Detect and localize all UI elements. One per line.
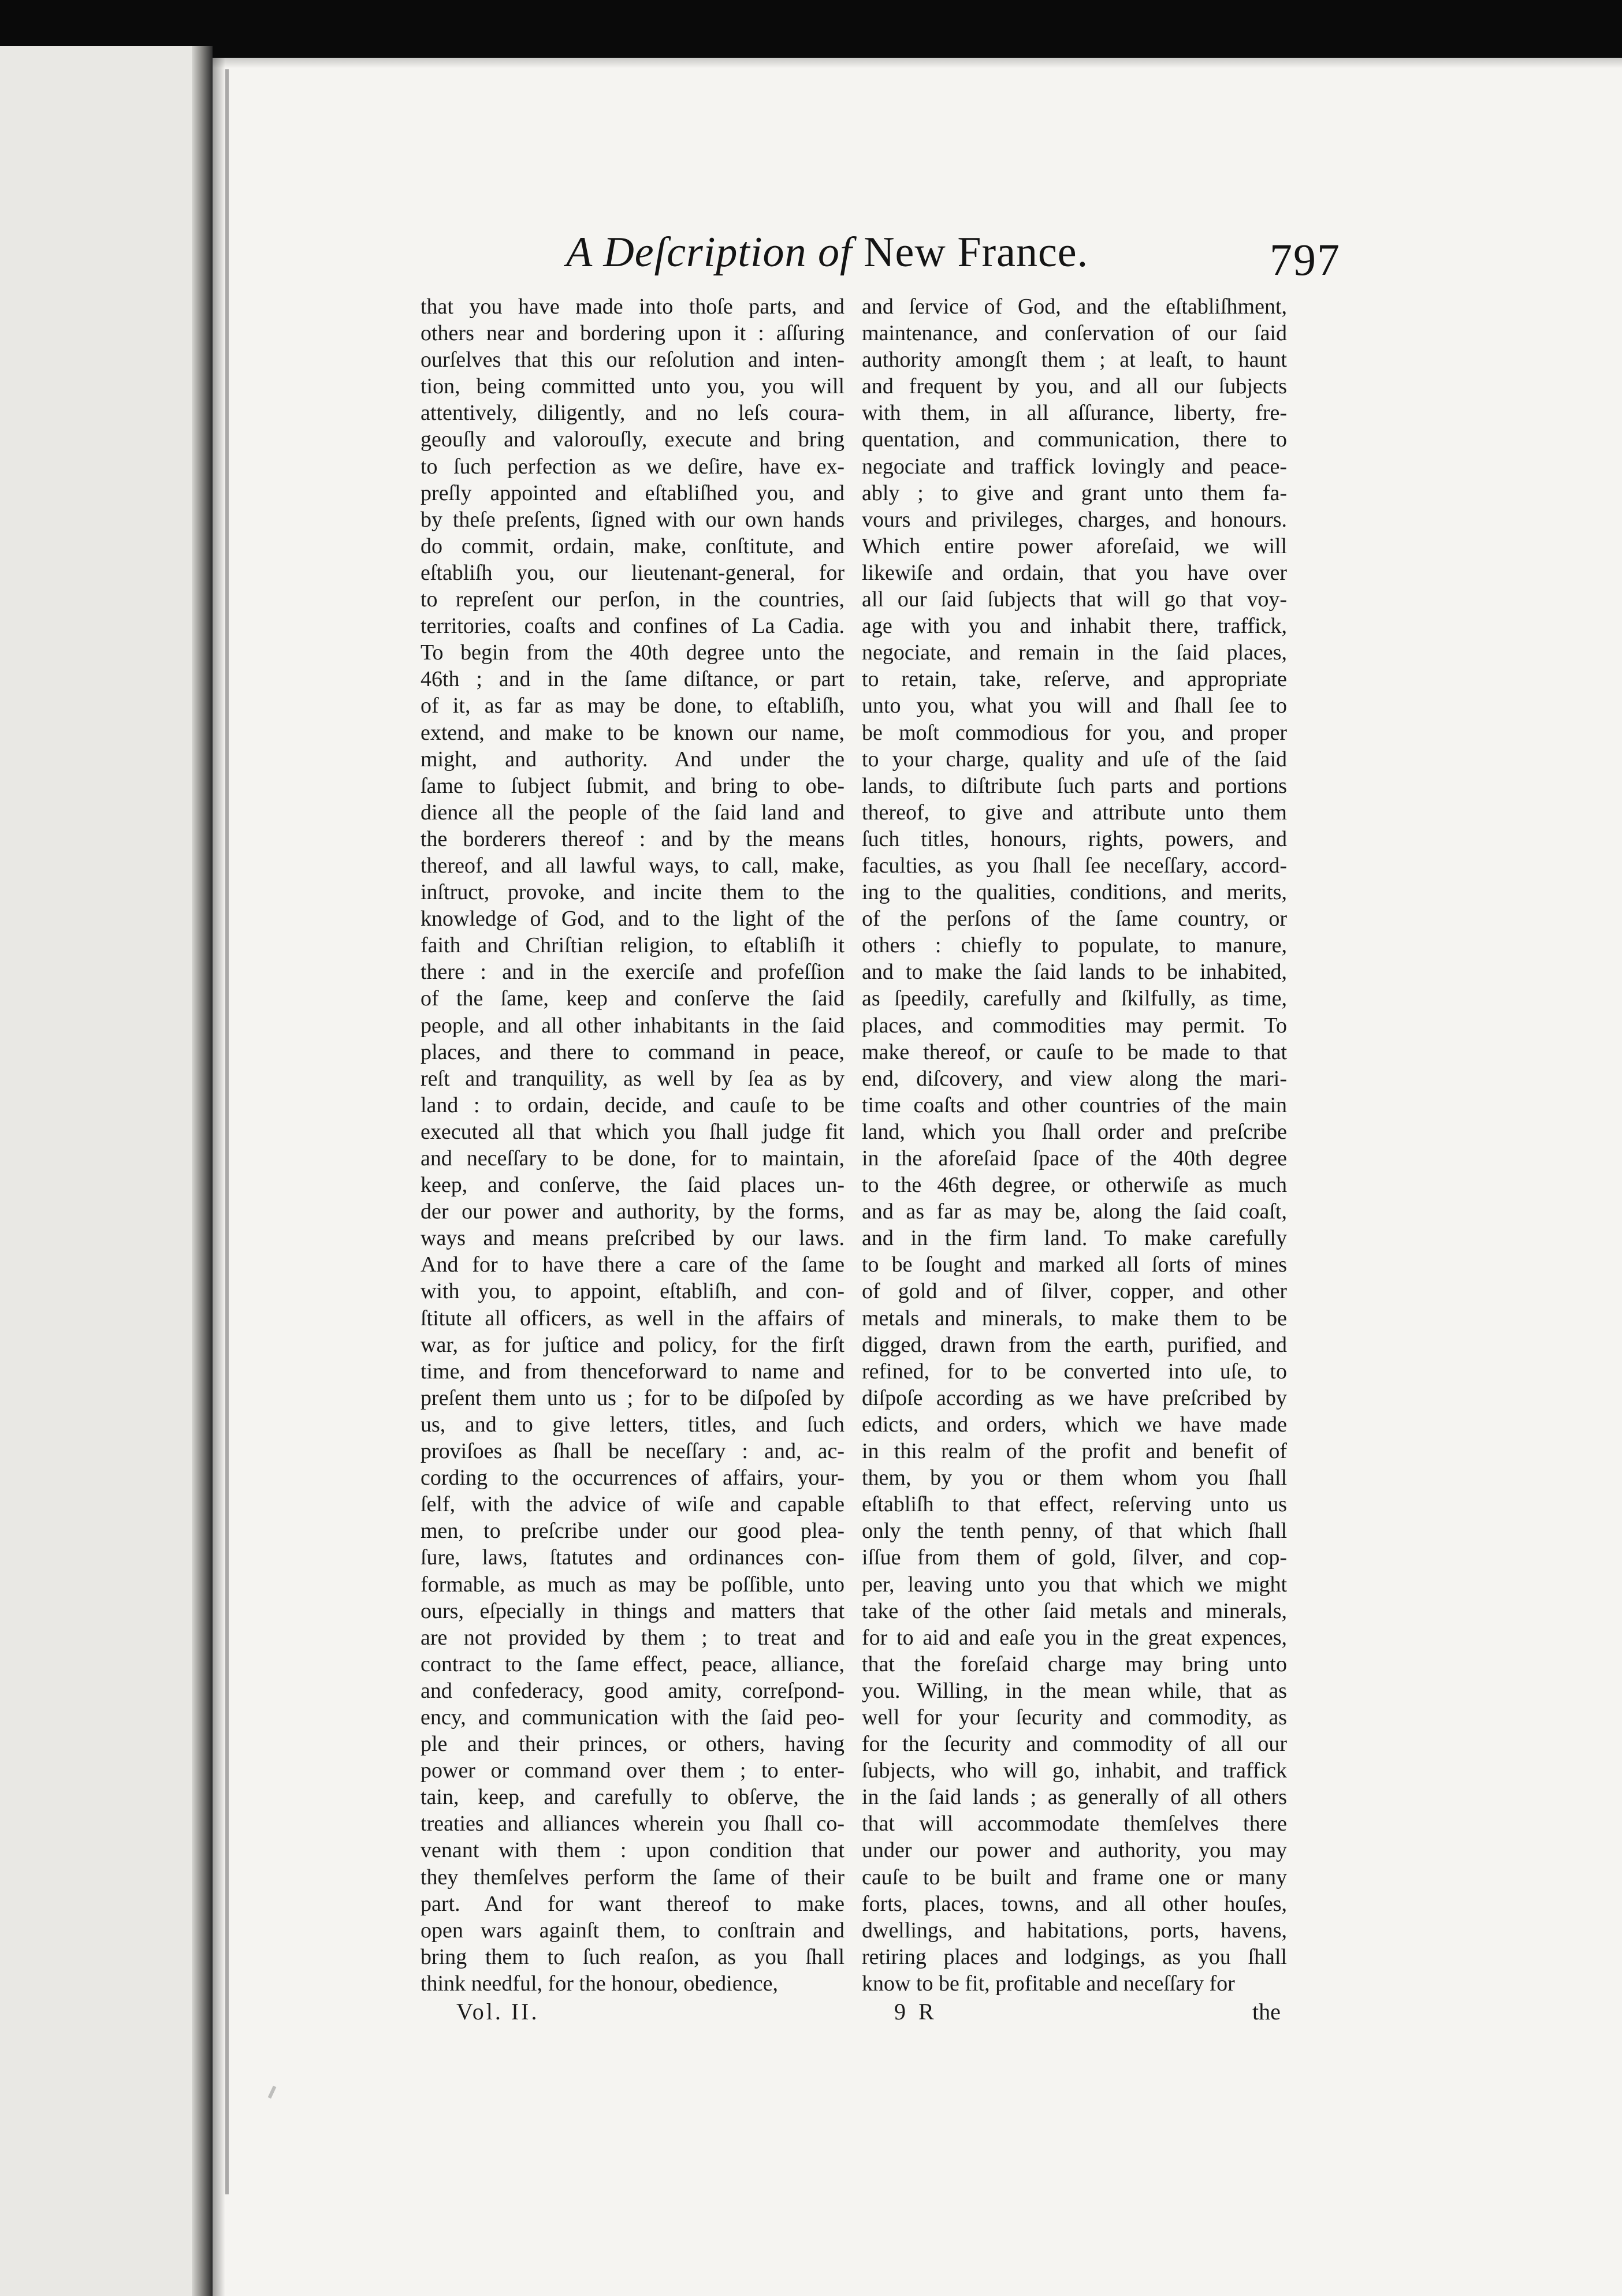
text-line: as ſpeedily, carefully and ſkilfully, as time, xyxy=(862,986,1287,1011)
text-line: thereof, to give and attribute unto them xyxy=(862,800,1287,825)
text-line: geouſly and valorouſly, execute and bring xyxy=(421,427,845,452)
text-line: iſſue from them of gold, ſilver, and cop- xyxy=(862,1545,1287,1570)
text-line: and in the firm land. To make carefully xyxy=(862,1226,1287,1251)
text-line: that the foreſaid charge may bring unto xyxy=(862,1652,1287,1676)
text-line: formable, as much as may be poſſible, unto xyxy=(421,1572,845,1597)
text-line: quentation, and communication, there to xyxy=(862,427,1287,452)
text-line: forts, places, towns, and all other houſes, xyxy=(862,1891,1287,1916)
text-line: cauſe to be built and frame one or many xyxy=(862,1865,1287,1889)
text-line: contract to the ſame effect, peace, alliance, xyxy=(421,1652,845,1676)
text-line: negociate, and remain in the ſaid places, xyxy=(862,640,1287,665)
text-line: ple and their princes, or others, having xyxy=(421,1732,845,1757)
text-line: likewiſe and ordain, that you have over xyxy=(862,560,1287,585)
text-line: open wars againſt them, to conſtrain and xyxy=(421,1918,845,1943)
text-line: territories, coaſts and confines of La Cadia. xyxy=(421,614,845,639)
text-line: ourſelves that this our reſolution and inten- xyxy=(421,348,845,372)
text-line: in the ſaid lands ; as generally of all others xyxy=(862,1785,1287,1810)
text-line: of it, as far as may be done, to eſtabliſh, xyxy=(421,694,845,718)
text-line: to retain, take, reſerve, and appropriate xyxy=(862,667,1287,692)
text-line: only the tenth penny, of that which ſhall xyxy=(862,1519,1287,1544)
text-line: for the ſecurity and commodity of all our xyxy=(862,1732,1287,1757)
signature-mark: 9 R xyxy=(894,1999,938,2025)
text-line: that you have made into thoſe parts, and xyxy=(421,295,845,319)
text-line: ſubjects, who will go, inhabit, and traffick xyxy=(862,1758,1287,1783)
text-line: edicts, and orders, which we have made xyxy=(862,1412,1287,1437)
text-line: that will accommodate themſelves there xyxy=(862,1812,1287,1836)
text-line: for to aid and eaſe you in the great expences, xyxy=(862,1625,1287,1650)
text-line: ſame to ſubject ſubmit, and bring to obe- xyxy=(421,773,845,798)
text-line: inſtruct, provoke, and incite them to the xyxy=(421,880,845,905)
text-line: in the aforeſaid ſpace of the 40th degree xyxy=(862,1146,1287,1171)
text-line: digged, drawn from the earth, purified, and xyxy=(862,1332,1287,1357)
text-line: retiring places and lodgings, as you ſhall xyxy=(862,1944,1287,1969)
text-line: of gold and of ſilver, copper, and other xyxy=(862,1279,1287,1304)
text-line: metals and minerals, to make them to be xyxy=(862,1306,1287,1330)
volume-marker: Vol. II. xyxy=(456,1999,540,2025)
text-line: lands, to diſtribute ſuch parts and portions xyxy=(862,773,1287,798)
text-line: others near and bordering upon it : aſſuring xyxy=(421,321,845,346)
text-line: ſuch titles, honours, rights, powers, and xyxy=(862,826,1287,851)
text-line: and ſervice of God, and the eſtabliſhment, xyxy=(862,295,1287,319)
text-line: ing to the qualities, conditions, and merits, xyxy=(862,880,1287,905)
text-line: and to make the ſaid lands to be inhabited, xyxy=(862,960,1287,985)
text-line: us, and to give letters, titles, and ſuch xyxy=(421,1412,845,1437)
running-head-italic: A Deſcription of xyxy=(566,229,853,276)
text-line: might, and authority. And under the xyxy=(421,747,845,771)
text-line: power or command over them ; to enter- xyxy=(421,1758,845,1783)
text-line: ſelf, with the advice of wiſe and capable xyxy=(421,1492,845,1517)
text-line: eſtabliſh to that effect, reſerving unto us xyxy=(862,1492,1287,1517)
text-line: proviſoes as ſhall be neceſſary : and, ac- xyxy=(421,1439,845,1464)
text-line: people, and all other inhabitants in the ſaid xyxy=(421,1013,845,1038)
text-line: preſent them unto us ; for to be diſpoſed by xyxy=(421,1385,845,1410)
text-line: treaties and alliances wherein you ſhall co- xyxy=(421,1812,845,1836)
text-line: of the perſons of the ſame country, or xyxy=(862,907,1287,931)
text-line: part. And for want thereof to make xyxy=(421,1891,845,1916)
catchword: the xyxy=(1252,1999,1281,2025)
text-line: think needful, for the honour, obedience, xyxy=(421,1971,778,1996)
text-line: ours, eſpecially in things and matters that xyxy=(421,1598,845,1623)
text-line: 46th ; and in the ſame diſtance, or part xyxy=(421,667,845,692)
text-line: be moſt commodious for you, and proper xyxy=(862,720,1287,745)
text-line: men, to preſcribe under our good plea- xyxy=(421,1519,845,1544)
text-line: eſtabliſh you, our lieutenant-general, for xyxy=(421,560,845,585)
text-line: tain, keep, and carefully to obſerve, the xyxy=(421,1785,845,1810)
text-column-left xyxy=(421,293,845,1997)
text-line: maintenance, and conſervation of our ſaid xyxy=(862,321,1287,346)
text-line: the borderers thereof : and by the means xyxy=(421,826,845,851)
gutter-shadow xyxy=(213,58,225,2296)
text-line: all our ſaid ſubjects that will go that voy- xyxy=(862,587,1287,612)
text-line: ſure, laws, ſtatutes and ordinances con- xyxy=(421,1545,845,1570)
text-line: to repreſent our perſon, in the countries, xyxy=(421,587,845,612)
text-line: faculties, as you ſhall ſee neceſſary, accord- xyxy=(862,853,1287,878)
page-number: 797 xyxy=(1270,234,1341,285)
text-line: time coaſts and other countries of the main xyxy=(862,1093,1287,1117)
text-line: reſt and tranquility, as well by ſea as by xyxy=(421,1066,845,1091)
text-line: executed all that which you ſhall judge fit xyxy=(421,1119,845,1144)
page-fold-shadow xyxy=(192,46,213,2296)
text-line: attentively, diligently, and no leſs coura- xyxy=(421,401,845,426)
text-line: ably ; to give and grant unto them fa- xyxy=(862,480,1287,505)
text-line: of the ſame, keep and conſerve the ſaid xyxy=(421,986,845,1011)
top-edge-shadow xyxy=(213,58,1622,68)
text-line: thereof, and all lawful ways, to call, make, xyxy=(421,853,845,878)
text-line: them, by you or them whom you ſhall xyxy=(862,1466,1287,1490)
text-line: and as far as may be, along the ſaid coaſt, xyxy=(862,1199,1287,1224)
text-line: ways and means preſcribed by our laws. xyxy=(421,1226,845,1251)
facing-page-edge xyxy=(0,46,196,2296)
text-line: authority amongſt them ; at leaſt, to haunt xyxy=(862,348,1287,372)
text-line: are not provided by them ; to treat and xyxy=(421,1625,845,1650)
text-line: vours and privileges, charges, and honours. xyxy=(862,507,1287,532)
text-line: with them, in all aſſurance, liberty, fre- xyxy=(862,401,1287,426)
text-line: refined, for to be converted into uſe, to xyxy=(862,1359,1287,1384)
text-line: you. Willing, in the mean while, that as xyxy=(862,1678,1287,1703)
text-line: venant with them : upon condition that xyxy=(421,1838,845,1863)
text-line: per, leaving unto you that which we might xyxy=(862,1572,1287,1597)
text-line: age with you and inhabit there, traffick, xyxy=(862,614,1287,639)
text-line: keep, and conſerve, the ſaid places un- xyxy=(421,1173,845,1198)
text-line: they themſelves perform the ſame of their xyxy=(421,1865,845,1889)
text-line: by theſe preſents, ſigned with our own hands xyxy=(421,507,845,532)
running-head-upright: New France. xyxy=(864,229,1089,276)
text-line: dwellings, and habitations, ports, havens, xyxy=(862,1918,1287,1943)
text-line: extend, and make to be known our name, xyxy=(421,720,845,745)
text-line: time, and from thenceforward to name and xyxy=(421,1359,845,1384)
text-column-right xyxy=(862,293,1287,1997)
text-line: land, which you ſhall order and preſcribe xyxy=(862,1119,1287,1144)
text-line: diſpoſe according as we have preſcribed by xyxy=(862,1385,1287,1410)
text-line: ency, and communication with the ſaid peo- xyxy=(421,1705,845,1730)
text-line: do commit, ordain, make, conſtitute, and xyxy=(421,534,845,558)
text-line: And for to have there a care of the ſame xyxy=(421,1253,845,1277)
gutter-line xyxy=(225,69,229,2194)
text-line: to your charge, quality and uſe of the ſaid xyxy=(862,747,1287,771)
text-line: dience all the people of the ſaid land and xyxy=(421,800,845,825)
text-line: there : and in the exerciſe and profeſſion xyxy=(421,960,845,985)
text-line: negociate and traffick lovingly and peace- xyxy=(862,454,1287,479)
text-line: and neceſſary to be done, for to maintain, xyxy=(421,1146,845,1171)
text-line: knowledge of God, and to the light of the xyxy=(421,907,845,931)
text-line: faith and Chriſtian religion, to eſtabliſh it xyxy=(421,933,845,958)
text-line: Which entire power aforeſaid, we will xyxy=(862,534,1287,558)
text-line: preſly appointed and eſtabliſhed you, and xyxy=(421,480,845,505)
text-line: war, as for juſtice and policy, for the firſt xyxy=(421,1332,845,1357)
text-line: with you, to appoint, eſtabliſh, and con- xyxy=(421,1279,845,1304)
text-line: cording to the occurrences of affairs, your- xyxy=(421,1466,845,1490)
text-line: To begin from the 40th degree unto the xyxy=(421,640,845,665)
text-line: der our power and authority, by the forms, xyxy=(421,1199,845,1224)
text-line: take of the other ſaid metals and minerals, xyxy=(862,1598,1287,1623)
text-line: places, and commodities may permit. To xyxy=(862,1013,1287,1038)
text-line: know to be fit, profitable and neceſſary for xyxy=(862,1971,1235,1996)
text-line: to be ſought and marked all ſorts of mines xyxy=(862,1253,1287,1277)
text-line: to the 46th degree, or otherwiſe as much xyxy=(862,1173,1287,1198)
text-line: under our power and authority, you may xyxy=(862,1838,1287,1863)
text-line: bring them to ſuch reaſon, as you ſhall xyxy=(421,1944,845,1969)
text-line: land : to ordain, decide, and cauſe to be xyxy=(421,1093,845,1117)
text-line: and confederacy, good amity, correſpond- xyxy=(421,1678,845,1703)
text-line: unto you, what you will and ſhall ſee to xyxy=(862,694,1287,718)
text-line: well for your ſecurity and commodity, as xyxy=(862,1705,1287,1730)
running-head xyxy=(566,228,1144,277)
text-line: in this realm of the profit and benefit of xyxy=(862,1439,1287,1464)
text-line: to ſuch perfection as we deſire, have ex- xyxy=(421,454,845,479)
text-line: others : chiefly to populate, to manure, xyxy=(862,933,1287,958)
text-line: places, and there to command in peace, xyxy=(421,1039,845,1064)
text-line: ſtitute all officers, as well in the affairs of xyxy=(421,1306,845,1330)
text-line: tion, being committed unto you, you will xyxy=(421,374,845,399)
text-line: make thereof, or cauſe to be made to that xyxy=(862,1039,1287,1064)
text-line: end, diſcovery, and view along the mari- xyxy=(862,1066,1287,1091)
text-line: and frequent by you, and all our ſubjects xyxy=(862,374,1287,399)
